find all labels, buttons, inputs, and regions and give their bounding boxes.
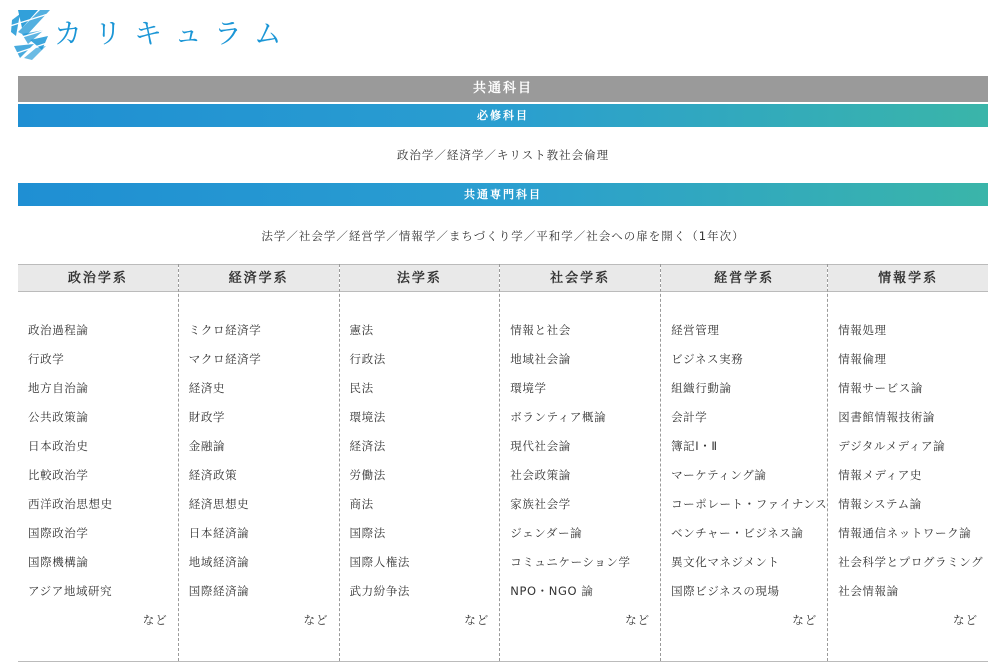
course-list <box>500 292 660 612</box>
course-item: 現代社会論 <box>510 439 571 453</box>
course-item: コーポレート・ファイナンス <box>671 497 828 511</box>
course-item: 政治過程論 <box>28 323 89 337</box>
etc-label: など <box>464 613 490 627</box>
column-management <box>660 264 827 661</box>
course-list <box>340 292 500 612</box>
course-item: 情報メディア史 <box>838 468 922 482</box>
column-economics <box>178 264 339 661</box>
course-item: ボランティア概論 <box>510 410 607 424</box>
course-list <box>179 292 339 612</box>
course-item: アジア地域研究 <box>28 584 113 598</box>
course-item: 国際法 <box>349 526 386 540</box>
course-item: 労働法 <box>349 468 386 482</box>
course-item: ビジネス実務 <box>671 352 744 366</box>
course-item: 環境法 <box>349 410 386 424</box>
course-item: 経済政策 <box>188 468 238 482</box>
etc-label: など <box>792 613 818 627</box>
course-columns <box>18 264 988 662</box>
common-subjects-heading: 共通科目 <box>18 76 988 102</box>
course-item: 社会科学とプログラミング <box>838 555 984 569</box>
course-item: 経済思想史 <box>188 497 250 511</box>
course-item: 国際ビジネスの現場 <box>671 584 780 598</box>
course-item: 国際経済論 <box>188 584 250 598</box>
course-list <box>661 292 827 612</box>
course-item: 地域経済論 <box>188 555 250 569</box>
required-subjects-heading: 必修科目 <box>18 104 988 127</box>
column-sociology <box>499 264 660 661</box>
column-title: 法学系 <box>340 264 500 292</box>
course-item: 民法 <box>349 381 374 395</box>
course-item: 行政学 <box>28 352 65 366</box>
title-area <box>0 0 1000 70</box>
column-politics <box>18 264 178 661</box>
course-list <box>18 292 178 612</box>
course-item: 憲法 <box>349 323 374 337</box>
course-item: 国際人権法 <box>349 555 411 569</box>
course-item: 情報通信ネットワーク論 <box>838 526 972 540</box>
course-item: 情報処理 <box>838 323 887 337</box>
etc-label: など <box>303 613 329 627</box>
etc-label: など <box>952 613 978 627</box>
course-item: 行政法 <box>349 352 386 366</box>
course-item: 商法 <box>349 497 374 511</box>
course-item: 国際機構論 <box>28 555 89 569</box>
course-item: マーケティング論 <box>671 468 767 482</box>
course-item: コミュニケーション学 <box>510 555 631 569</box>
course-item: 会計学 <box>671 410 708 424</box>
logo-icon <box>8 6 56 62</box>
required-subjects-text: 政治学／経済学／キリスト教社会倫理 <box>396 148 610 162</box>
course-item: 社会政策論 <box>510 468 571 482</box>
etc-label: など <box>142 613 168 627</box>
column-title: 社会学系 <box>500 264 660 292</box>
course-item: 西洋政治思想史 <box>28 497 113 511</box>
course-item: デジタルメディア論 <box>838 439 946 453</box>
column-law <box>339 264 500 661</box>
course-item: 地域社会論 <box>510 352 571 366</box>
course-item: ミクロ経済学 <box>188 323 262 337</box>
course-item: 家族社会学 <box>510 497 571 511</box>
course-list <box>828 292 988 612</box>
course-item: 日本政治史 <box>28 439 89 453</box>
column-informatics <box>827 264 988 661</box>
course-item: 地方自治論 <box>28 381 89 395</box>
course-item: 財政学 <box>188 410 226 424</box>
column-title: 政治学系 <box>18 264 178 292</box>
course-item: 社会情報論 <box>838 584 899 598</box>
course-item: 経済史 <box>188 381 226 395</box>
course-item: 国際政治学 <box>28 526 89 540</box>
course-item: 簿記Ⅰ・Ⅱ <box>671 439 718 453</box>
course-item: NPO・NGO 論 <box>510 584 594 598</box>
course-item: 情報サービス論 <box>838 381 923 395</box>
course-item: 情報システム論 <box>838 497 922 511</box>
column-title: 情報学系 <box>828 264 988 292</box>
course-item: マクロ経済学 <box>188 352 262 366</box>
course-item: 比較政治学 <box>28 468 89 482</box>
common-specialized-text: 法学／社会学／経営学／情報学／まちづくり学／平和学／社会への扉を開く（1年次） <box>261 229 745 243</box>
course-item: ジェンダー論 <box>510 526 583 540</box>
course-item: 武力紛争法 <box>349 584 411 598</box>
course-item: 異文化マネジメント <box>671 555 780 569</box>
course-item: 経済法 <box>349 439 386 453</box>
course-item: 経営管理 <box>671 323 720 337</box>
column-title: 経営学系 <box>661 264 827 292</box>
course-item: 情報倫理 <box>838 352 887 366</box>
course-item: 日本経済論 <box>188 526 250 540</box>
course-item: 情報と社会 <box>510 323 571 337</box>
course-item: 図書館情報技術論 <box>838 410 936 424</box>
course-item: 公共政策論 <box>28 410 89 424</box>
course-item: 金融論 <box>188 439 226 453</box>
page-title: カリキュラム <box>54 17 294 50</box>
common-specialized-heading: 共通専門科目 <box>18 183 988 206</box>
course-item: ベンチャー・ビジネス論 <box>671 526 804 540</box>
course-item: 環境学 <box>510 381 547 395</box>
column-title: 経済学系 <box>179 264 339 292</box>
course-item: 組織行動論 <box>671 381 732 395</box>
etc-label: など <box>625 613 651 627</box>
